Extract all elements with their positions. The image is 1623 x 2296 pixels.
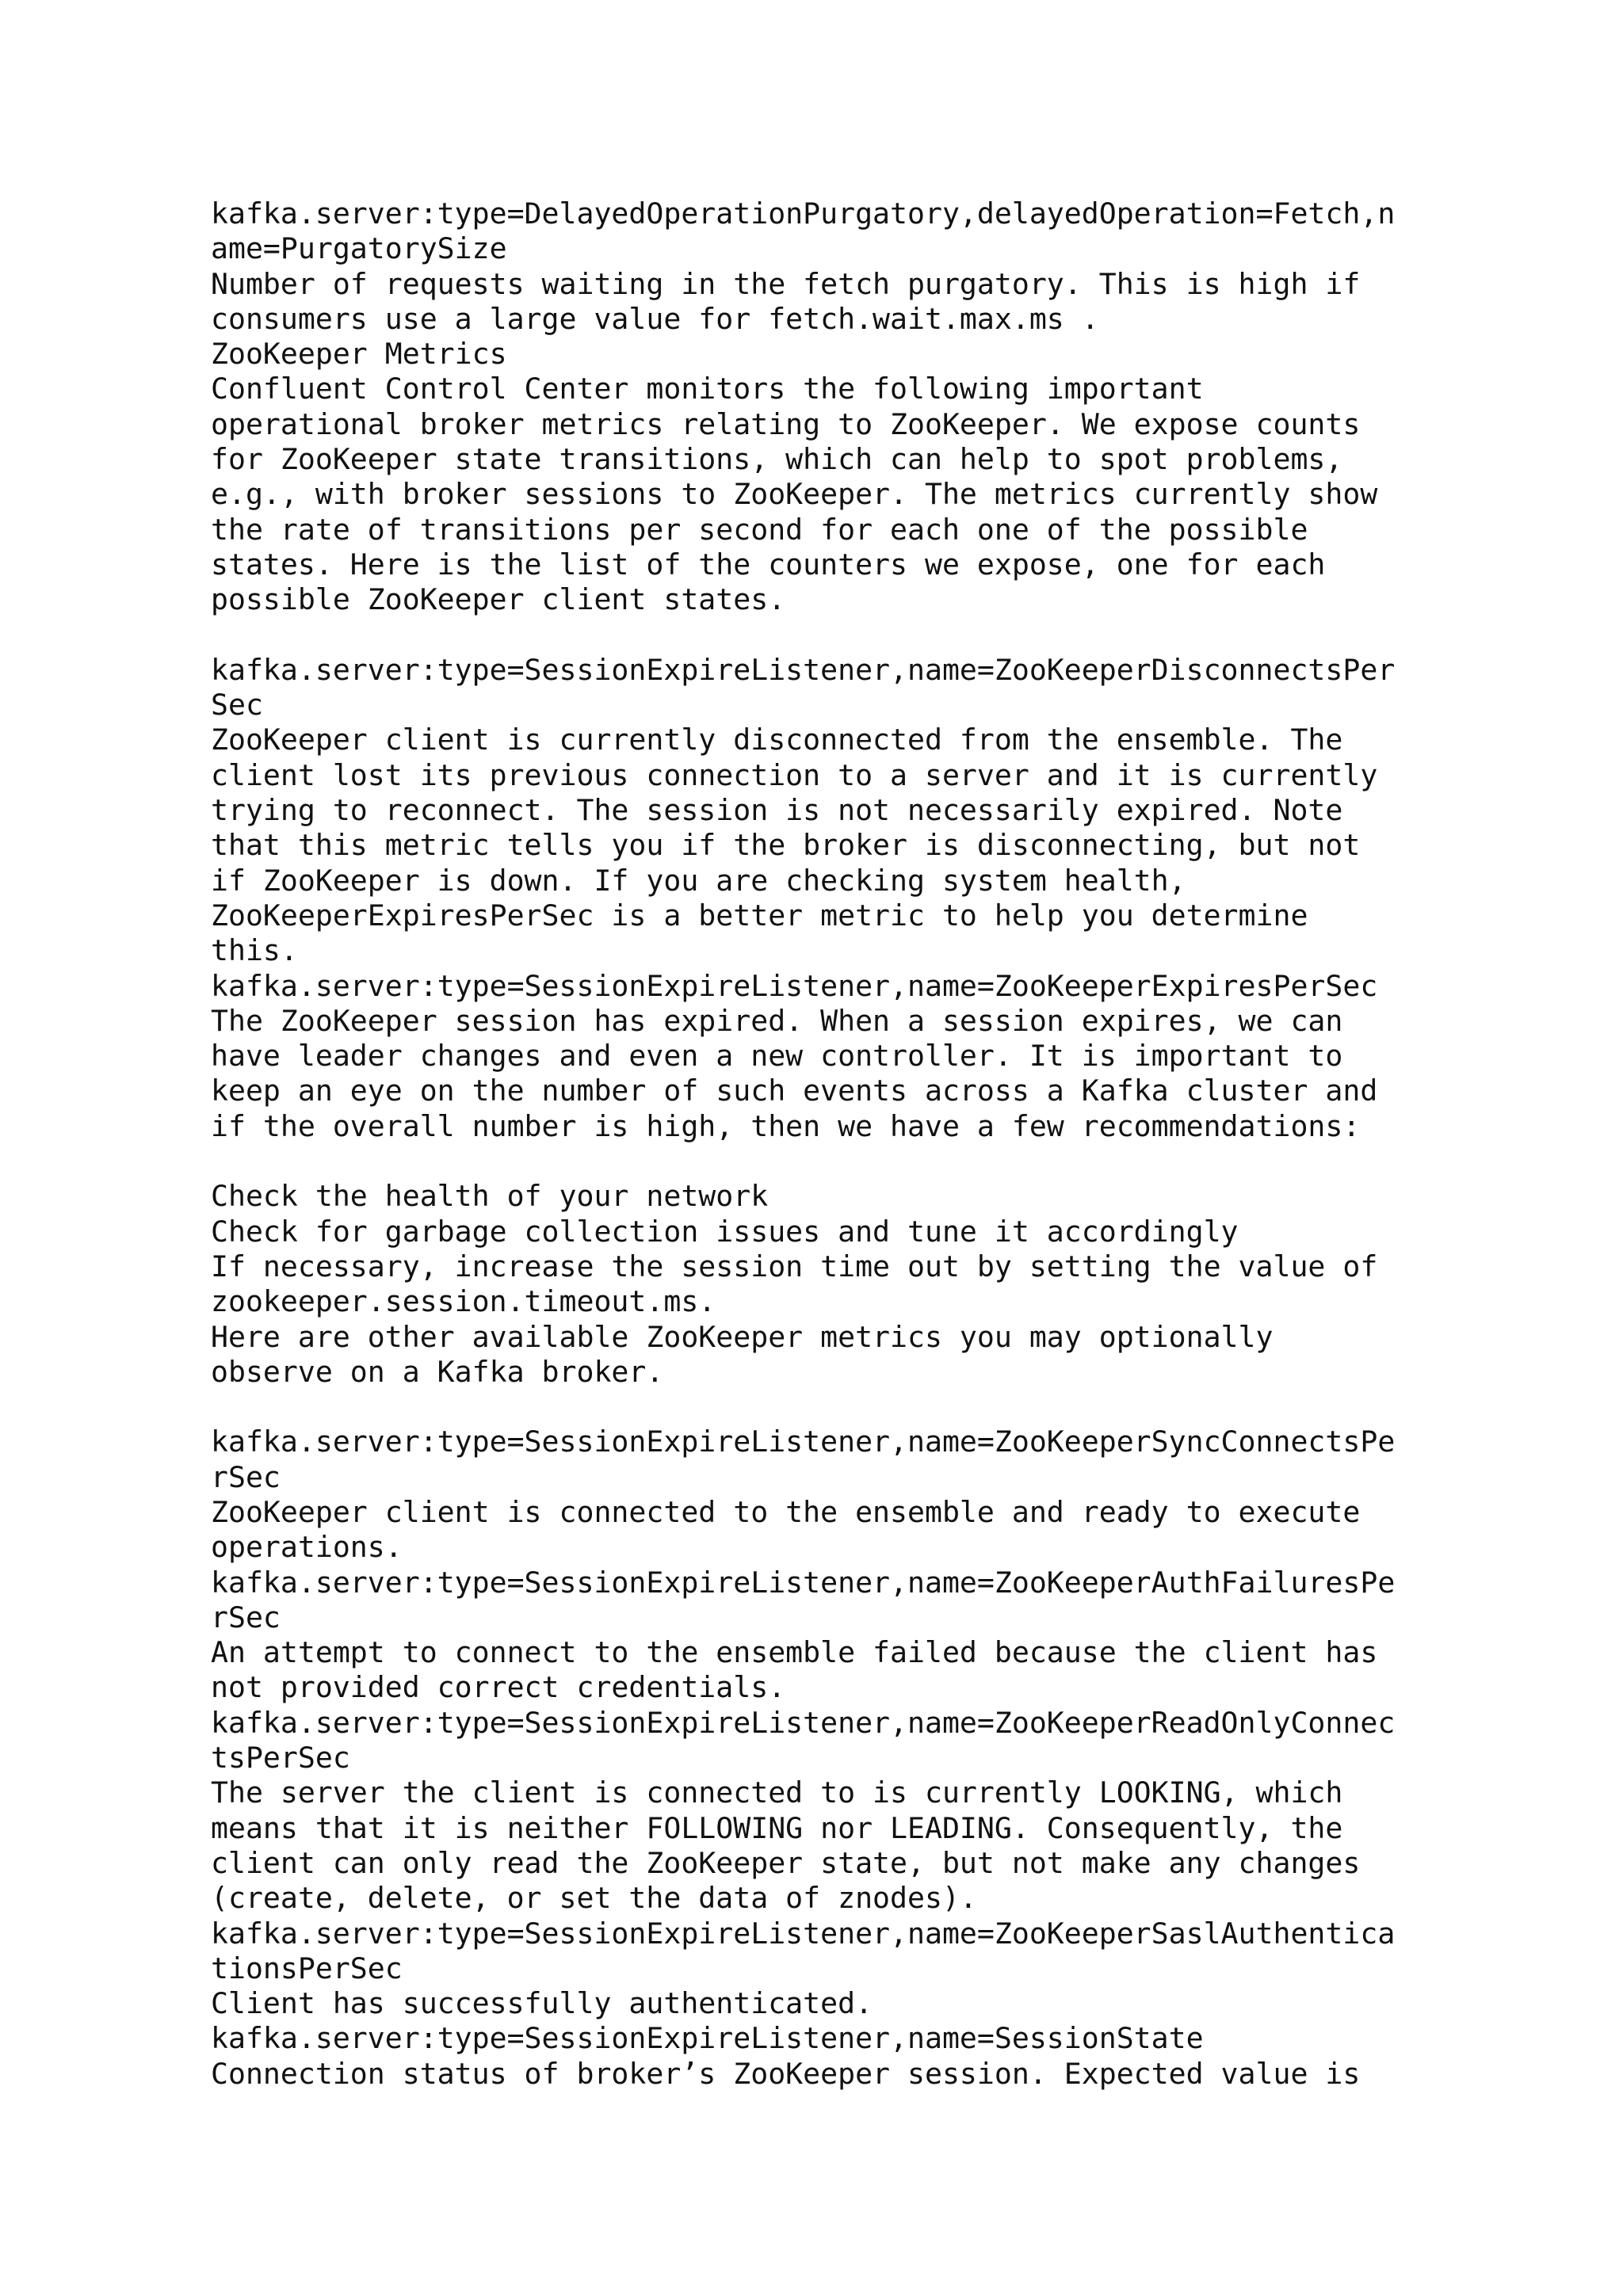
text-line: client lost its previous connection to a server and it is currently — [211, 757, 1378, 792]
text-line: kafka.server:type=SessionExpireListener,name=ZooKeeperSaslAuthentica — [211, 1916, 1396, 1951]
text-line: tionsPerSec — [211, 1951, 403, 1985]
text-line: kafka.server:type=DelayedOperationPurgatory,delayedOperation=Fetch,n — [211, 196, 1396, 231]
text-line: that this metric tells you if the broker is disconnecting, but not — [211, 828, 1361, 863]
text-line: e.g., with broker sessions to ZooKeeper. The metrics currently show — [211, 477, 1378, 512]
text-line: if ZooKeeper is down. If you are checking system health, — [211, 863, 1186, 898]
text-line: not provided correct credentials. — [211, 1670, 786, 1705]
text-line: if the overall number is high, then we have a few recommendations: — [211, 1108, 1361, 1143]
blank-line — [211, 618, 1447, 653]
text-line: kafka.server:type=SessionExpireListener,name=ZooKeeperReadOnlyConnec — [211, 1705, 1396, 1740]
text-line: the rate of transitions per second for each one of the possible — [211, 512, 1308, 547]
text-line: trying to reconnect. The session is not necessarily expired. Note — [211, 793, 1343, 828]
text-line: ZooKeeper client is currently disconnected from the ensemble. The — [211, 723, 1343, 757]
document-page — [211, 196, 1447, 2092]
text-line: observe on a Kafka broker. — [211, 1354, 664, 1389]
text-line: The server the client is connected to is currently LOOKING, which — [211, 1775, 1343, 1810]
text-line: (create, delete, or set the data of znodes). — [211, 1881, 977, 1916]
text-line: rSec — [211, 1600, 281, 1634]
text-line: ZooKeeperExpiresPerSec is a better metric to help you determine — [211, 898, 1308, 933]
blank-line — [211, 1144, 1447, 1179]
text-line: An attempt to connect to the ensemble failed because the client has — [211, 1635, 1378, 1670]
text-line: Client has successfully authenticated. — [211, 1986, 873, 2021]
section-heading: ZooKeeper Metrics — [211, 337, 507, 372]
text-line: kafka.server:type=SessionExpireListener,name=ZooKeeperExpiresPerSec — [211, 968, 1378, 1003]
text-line: possible ZooKeeper client states. — [211, 582, 786, 617]
text-line: Sec — [211, 688, 263, 723]
text-line: ame=PurgatorySize — [211, 231, 507, 266]
text-line: keep an eye on the number of such events across a Kafka cluster and — [211, 1074, 1378, 1108]
text-line: Check the health of your network — [211, 1179, 769, 1214]
text-line: client can only read the ZooKeeper state, but not make any changes — [211, 1845, 1361, 1880]
text-line: kafka.server:type=SessionExpireListener,name=SessionState — [211, 2021, 1204, 2056]
text-line: Here are other available ZooKeeper metrics you may optionally — [211, 1319, 1274, 1354]
text-line: Confluent Control Center monitors the following important — [211, 372, 1204, 406]
text-line: kafka.server:type=SessionExpireListener,name=ZooKeeperAuthFailuresPe — [211, 1565, 1396, 1600]
blank-line — [211, 1390, 1447, 1425]
text-line: Check for garbage collection issues and tune it accordingly — [211, 1214, 1239, 1249]
text-line: means that it is neither FOLLOWING nor LEADING. Consequently, the — [211, 1810, 1343, 1845]
text-line: this. — [211, 933, 298, 968]
text-line: The ZooKeeper session has expired. When a session expires, we can — [211, 1003, 1343, 1038]
text-line: have leader changes and even a new controller. It is important to — [211, 1039, 1343, 1074]
text-line: states. Here is the list of the counters we expose, one for each — [211, 547, 1326, 582]
text-line: rSec — [211, 1459, 281, 1494]
text-line: Number of requests waiting in the fetch purgatory. This is high if — [211, 266, 1361, 301]
text-line: tsPerSec — [211, 1741, 350, 1775]
text-line: zookeeper.session.timeout.ms. — [211, 1284, 716, 1319]
text-line: kafka.server:type=SessionExpireListener,name=ZooKeeperSyncConnectsPe — [211, 1425, 1396, 1459]
text-line: operations. — [211, 1530, 403, 1565]
text-line: Connection status of broker’s ZooKeeper session. Expected value is — [211, 2056, 1361, 2091]
text-line: for ZooKeeper state transitions, which can help to spot problems, — [211, 442, 1343, 477]
text-line: operational broker metrics relating to ZooKeeper. We expose counts — [211, 406, 1361, 441]
text-line: kafka.server:type=SessionExpireListener,name=ZooKeeperDisconnectsPer — [211, 652, 1396, 687]
text-line: ZooKeeper client is connected to the ensemble and ready to execute — [211, 1494, 1361, 1529]
text-line: If necessary, increase the session time out by setting the value of — [211, 1249, 1378, 1283]
text-line: consumers use a large value for fetch.wait.max.ms . — [211, 301, 1099, 336]
